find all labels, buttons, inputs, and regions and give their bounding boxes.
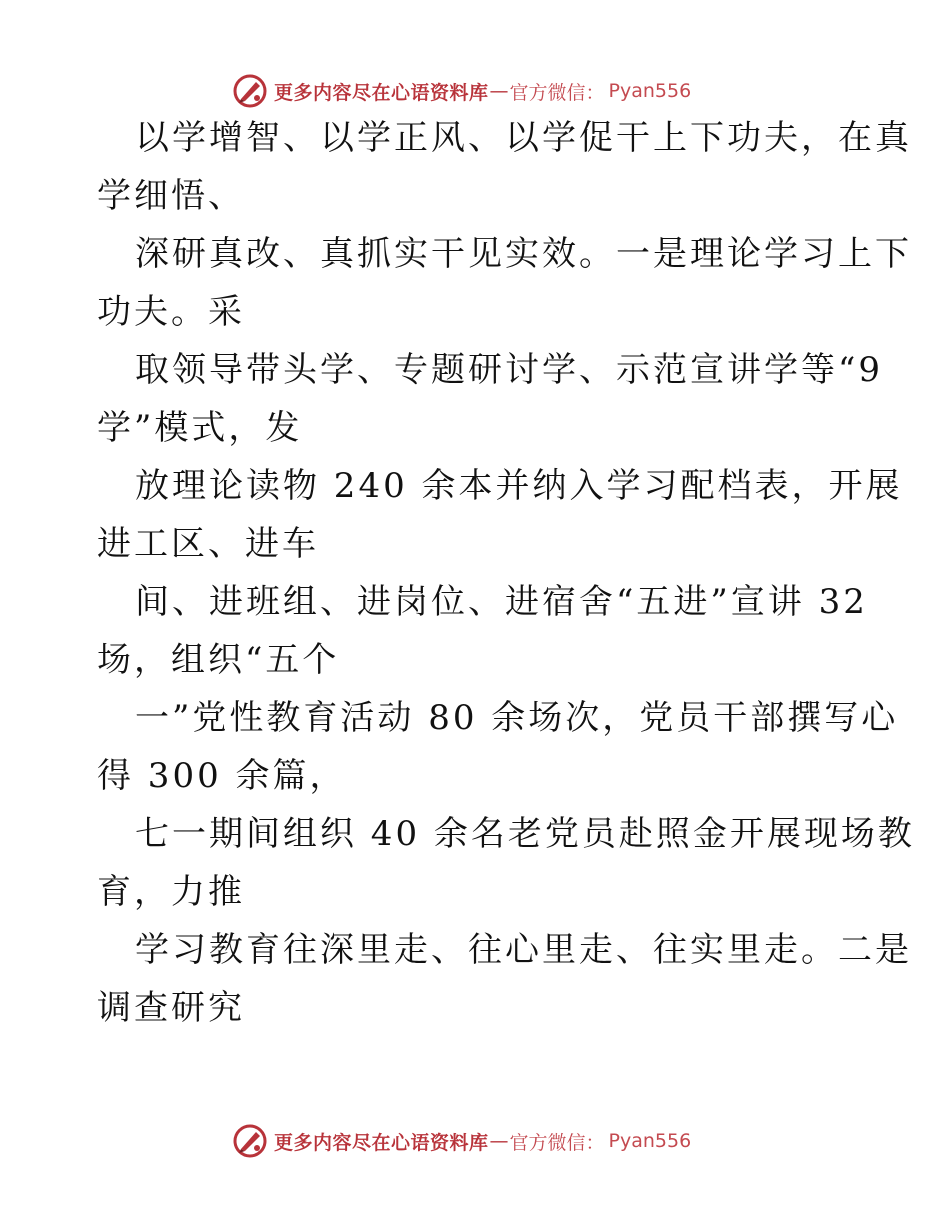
watermark-label: 官方微信： xyxy=(509,1131,605,1154)
text-line: 场，组织“五个 xyxy=(97,640,340,680)
text-line: 七一期间组织 40 余名老党员赴照金开展现场教 xyxy=(135,814,915,854)
watermark-title: 更多内容尽在心语资料库 xyxy=(274,1131,489,1154)
text-line: 育，力推 xyxy=(97,872,245,912)
text-line: 放理论读物 240 余本并纳入学习配档表，开展 xyxy=(135,466,903,506)
text-line: 学习教育往深里走、往心里走、往实里走。二是 xyxy=(135,930,912,970)
text-line: 进工区、进车 xyxy=(97,524,319,564)
header-watermark xyxy=(232,71,691,111)
text-line: 学”模式，发 xyxy=(97,408,303,448)
watermark-id: Pyan556 xyxy=(608,1130,692,1152)
pen-logo-icon xyxy=(232,1123,268,1159)
watermark-title: 更多内容尽在心语资料库 xyxy=(274,81,489,104)
watermark-separator: — xyxy=(489,80,509,102)
text-line: 以学增智、以学正风、以学促干上下功夫，在真 xyxy=(135,118,912,158)
watermark-separator: — xyxy=(489,1130,509,1152)
text-line: 一”党性教育活动 80 余场次，党员干部撰写心 xyxy=(135,698,899,738)
pen-logo-icon xyxy=(232,73,268,109)
text-line: 调查研究 xyxy=(97,988,245,1028)
text-line: 学细悟、 xyxy=(97,176,245,216)
text-line: 取领导带头学、专题研讨学、示范宣讲学等“9 xyxy=(135,350,884,390)
text-line: 间、进班组、进岗位、进宿舍“五进”宣讲 32 xyxy=(135,582,868,622)
text-line: 得 300 余篇， xyxy=(97,756,347,796)
text-line: 功夫。采 xyxy=(97,292,245,332)
watermark-label: 官方微信： xyxy=(509,81,605,104)
watermark-id: Pyan556 xyxy=(608,80,692,102)
footer-watermark xyxy=(232,1121,691,1161)
text-line: 深研真改、真抓实干见实效。一是理论学习上下 xyxy=(135,234,912,274)
